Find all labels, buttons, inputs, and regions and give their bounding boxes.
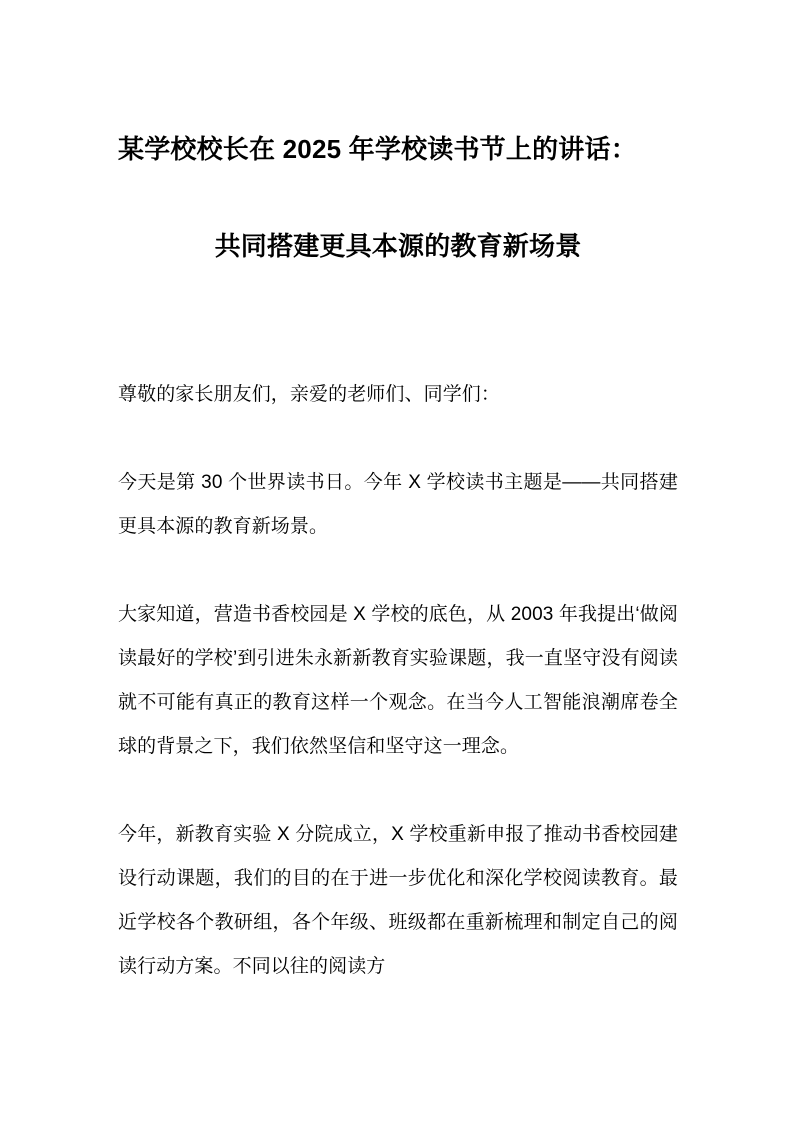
document-title: 某学校校长在 2025 年学校读书节上的讲话： <box>118 134 637 164</box>
title-block <box>118 0 678 266</box>
document-content <box>118 266 678 989</box>
body-paragraph: 今天是第 30 个世界读书日。今年 X 学校读书主题是——共同搭建更具本源的教育新场景。 <box>118 472 678 537</box>
salutation-paragraph: 尊敬的家长朋友们，亲爱的老师们、同学们： <box>118 384 501 405</box>
body-paragraph: 今年，新教育实验 X 分院成立，X 学校重新申报了推动书香校园建设行动课题，我们的目的在于进一步优化和深化学校阅读教育。最近学校各个教研组，各个年级、班级都在重新梳理和制定自己的阅读行动方案。不同以往的阅读方 <box>118 824 678 977</box>
body-paragraph: 大家知道，营造书香校园是 X 学校的底色，从 2003 年我提出‘做阅读最好的学校’到引进朱永新新教育实验课题，我一直坚守没有阅读就不可能有真正的教育这样一个观念。在当今人工智能浪潮席卷全球的背景之下，我们依然坚信和坚守这一理念。 <box>118 604 678 757</box>
document-body <box>118 0 678 989</box>
document-subtitle: 共同搭建更具本源的教育新场景 <box>214 231 582 261</box>
